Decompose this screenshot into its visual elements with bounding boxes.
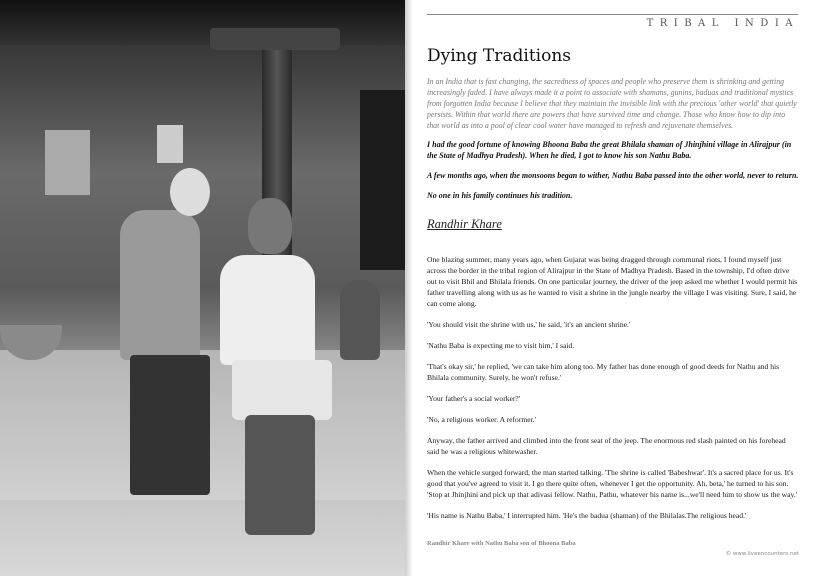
article-body [427,254,799,531]
body-paragraph: 'That's okay sir,' he replied, 'we can take him along too. My father has done enough of good deeds for Nathu and his Bhilala community. Surely, he won't refuse.' [427,362,780,382]
article-title: Dying Traditions [427,46,572,66]
lead-paragraph: I had the good fortune of knowing Bhoona Baba the great Bhilala shaman of Jhinjhini village in Alirajpur (in the State of Madhya Pradesh). When he died, I got to know his son Nathu Baba. [427,140,792,160]
man-left-shirt [120,210,200,360]
body-paragraph: 'No, a religious worker. A reformer.' [427,415,537,424]
child [340,280,380,360]
man-right-vest [220,255,315,365]
intro-paragraph: In an India that is fast changing, the sacredness of spaces and people who preserve them is shrinking and getting increasingly faded. I have always made it a point to associate with shamans, gunins, baduas and traditional mystics from forgotten India because I believe that they maintain the invisible link with the precious 'other world' that quietly persists. Within that world there are powers that have survived time and change. Those who know how to dip into that world as into a pool of clear cool water have managed to refresh and rejuvenate themselves. [427,77,797,130]
lead-paragraphs [427,139,799,210]
article-page [427,0,799,558]
roof [0,0,405,45]
photo-caption: Randhir Khare with Nathu Baba son of Bhoona Baba [427,540,576,547]
wall-poster [157,125,183,163]
man-left-head [170,168,210,216]
page-spine [405,0,413,576]
man-right-legs [245,415,315,535]
photo-randhir-khare-with-nathu-baba [0,0,405,576]
man-right-head [248,198,292,254]
pillar-capital [210,28,340,50]
body-paragraph: 'Nathu Baba is expecting me to visit him,' I said. [427,341,575,350]
section-title: TRIBAL INDIA [646,18,799,29]
body-paragraph: 'Your father's a social worker?' [427,394,521,403]
man-right-dhoti [232,360,332,420]
man-left-trousers [130,355,210,495]
lead-paragraph: A few months ago, when the monsoons began to wither, Nathu Baba passed into the other world, never to return. [427,171,799,180]
copyright-link[interactable]: © www.liveencounters.net [725,551,799,557]
body-paragraph: 'His name is Nathu Baba,' I interrupted him. 'He's the badua (shaman) of the Bhilalas.The religious head.' [427,511,747,520]
doorway [360,90,405,270]
hanging-cloth [45,130,90,195]
body-paragraph: 'You should visit the shrine with us,' he said, 'it's an ancient shrine.' [427,320,631,329]
author-name: Randhir Khare [427,217,502,231]
body-paragraph: One blazing summer, many years ago, when Gujarat was being dragged through communal riots, I found myself just across the border in the tribal region of Alirajpur in the State of Madhya Pradesh. Based in the township, I'd often drive out to visit Bhil and Bhilala friends. On one particular journey, the driver of the jeep asked me whether I would permit his father travelling along with us as he wanted to visit a shrine in the jungle nearby the village I was visiting. Sure, I said, he can come along. [427,255,798,308]
header-rule [427,14,798,15]
lead-paragraph: No one in his family continues his tradition. [427,191,573,200]
body-paragraph: Anyway, the father arrived and climbed into the front seat of the jeep. The enormous red slash painted on his forehead said he was a religious whitewasher. [427,436,786,456]
body-paragraph: When the vehicle surged forward, the man started talking. 'The shrine is called 'Babeshwar'. It's a sacred place for us. It's good that you've agreed to visit it. I go there quite often, whenever I get the opportunity. Ah, beta,' he turned to his son. 'Stop at Jhinjhini and pick up that adivasi fellow. Nathu, Pathu, whatever his name is...we'll need him to show us the way.' [427,468,798,499]
